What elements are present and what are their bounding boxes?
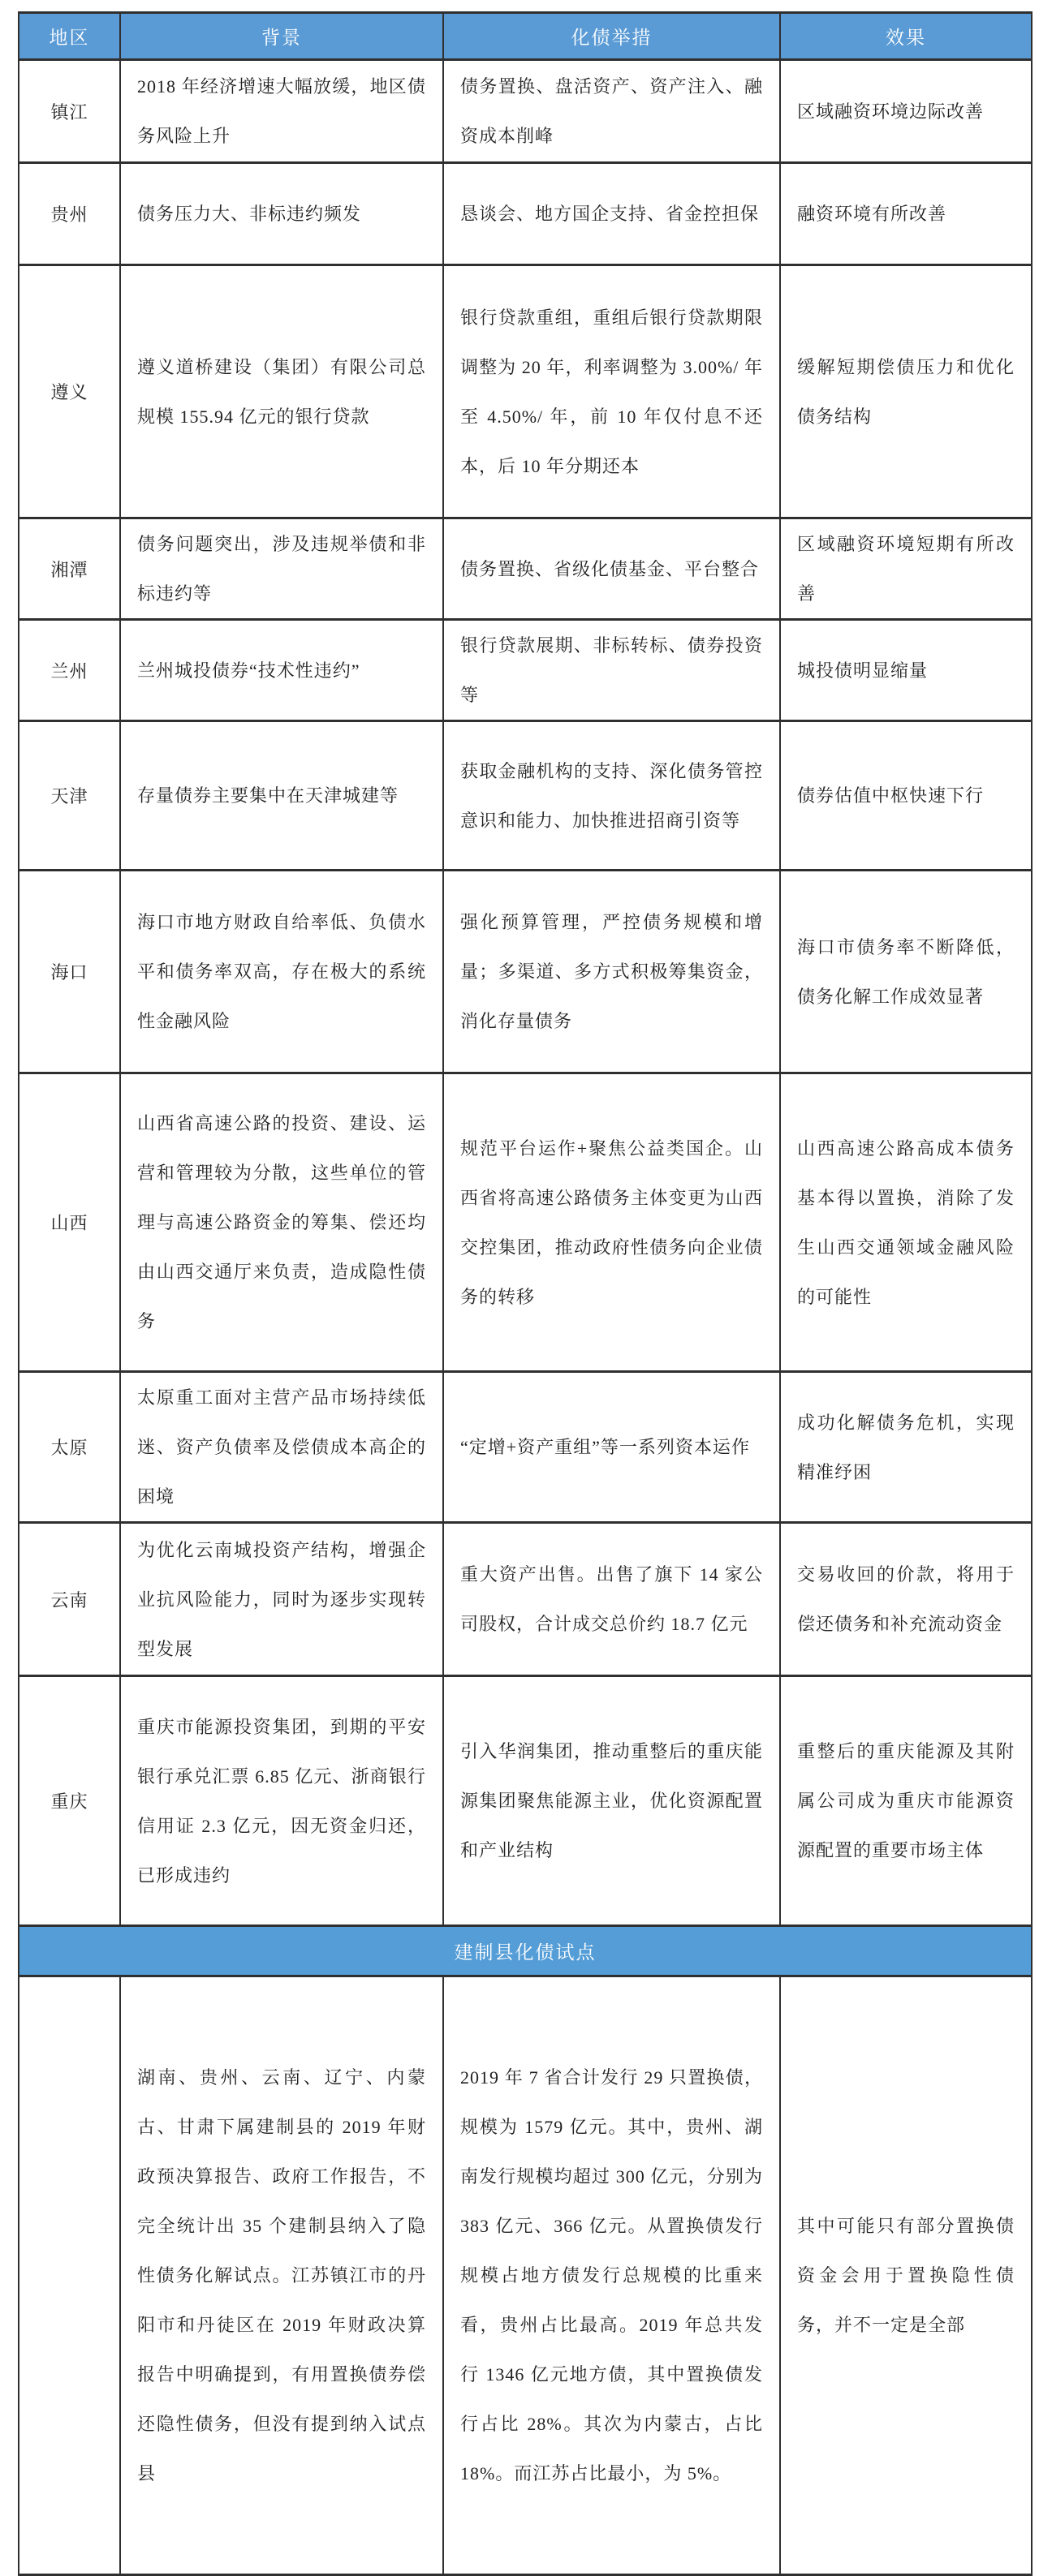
cell-background: 债务问题突出，涉及违规举债和非标违约等 [120, 518, 443, 620]
cell-effect: 交易收回的价款，将用于偿还债务和补充流动资金 [780, 1523, 1032, 1676]
table-row [19, 163, 1032, 265]
cell-effect: 区域融资环境边际改善 [780, 60, 1032, 163]
table-row [19, 60, 1032, 163]
table-row [19, 1976, 1032, 2575]
cell-region: 山西 [19, 1073, 120, 1372]
table-row [19, 871, 1032, 1073]
table-row [19, 1372, 1032, 1523]
cell-measures: 银行贷款展期、非标转标、债券投资等 [443, 620, 780, 721]
cell-background: 海口市地方财政自给率低、负债水平和债务率双高，存在极大的系统性金融风险 [120, 871, 443, 1073]
cell-region: 贵州 [19, 163, 120, 265]
cell-background: 存量债券主要集中在天津城建等 [120, 721, 443, 871]
cell-measures: 债务置换、省级化债基金、平台整合 [443, 518, 780, 620]
table-row [19, 518, 1032, 620]
cell-measures: 获取金融机构的支持、深化债务管控意识和能力、加快推进招商引资等 [443, 721, 780, 871]
table-row [19, 721, 1032, 871]
cell-measures: 强化预算管理，严控债务规模和增量；多渠道、多方式积极筹集资金，消化存量债务 [443, 871, 780, 1073]
table-header-row [19, 13, 1032, 60]
table-row [19, 1073, 1032, 1372]
header-background: 背景 [120, 13, 443, 60]
cell-region: 湘潭 [19, 518, 120, 620]
cell-background: 太原重工面对主营产品市场持续低迷、资产负债率及偿债成本高企的困境 [120, 1372, 443, 1523]
table-row [19, 1676, 1032, 1926]
cell-measures: 规范平台运作+聚焦公益类国企。山西省将高速公路债务主体变更为山西交控集团，推动政府性债务向企业债务的转移 [443, 1073, 780, 1372]
cell-background: 为优化云南城投资产结构，增强企业抗风险能力，同时为逐步实现转型发展 [120, 1523, 443, 1676]
cell-region: 兰州 [19, 620, 120, 721]
cell-region: 天津 [19, 721, 120, 871]
cell-effect: 山西高速公路高成本债务基本得以置换，消除了发生山西交通领域金融风险的可能性 [780, 1073, 1032, 1372]
cell-region: 云南 [19, 1523, 120, 1676]
header-region: 地区 [19, 13, 120, 60]
cell-effect: 城投债明显缩量 [780, 620, 1032, 721]
cell-effect: 海口市债务率不断降低，债务化解工作成效显著 [780, 871, 1032, 1073]
cell-region: 重庆 [19, 1676, 120, 1926]
table-row [19, 620, 1032, 721]
cell-background: 重庆市能源投资集团，到期的平安银行承兑汇票 6.85 亿元、浙商银行信用证 2.3 亿元，因无资金归还，已形成违约 [120, 1676, 443, 1926]
cell-measures: 引入华润集团，推动重整后的重庆能源集团聚焦能源主业，优化资源配置和产业结构 [443, 1676, 780, 1926]
cell-region: 海口 [19, 871, 120, 1073]
table-row [19, 1523, 1032, 1676]
cell-effect: 成功化解债务危机，实现精准纾困 [780, 1372, 1032, 1523]
cell-measures: 恳谈会、地方国企支持、省金控担保 [443, 163, 780, 265]
cell-effect: 缓解短期偿债压力和优化债务结构 [780, 265, 1032, 518]
cell-effect: 区域融资环境短期有所改善 [780, 518, 1032, 620]
debt-resolution-table [18, 11, 1033, 2576]
cell-background: 兰州城投债券“技术性违约” [120, 620, 443, 721]
cell-measures: 重大资产出售。出售了旗下 14 家公司股权，合计成交总价约 18.7 亿元 [443, 1523, 780, 1676]
header-effect: 效果 [780, 13, 1032, 60]
cell-measures: 2019 年 7 省合计发行 29 只置换债，规模为 1579 亿元。其中，贵州、湖南发行规模均超过 300 亿元，分别为 383 亿元、366 亿元。从置换债发行规模占地方债发行总规模的比重来看，贵州占比最高。2019 年总共发行 1346 亿元地方债，其中置换债发行占比 28%。其次为内蒙古，占比 18%。而江苏占比最小，为 5%。 [443, 1976, 780, 2575]
cell-region [19, 1976, 120, 2575]
cell-effect: 融资环境有所改善 [780, 163, 1032, 265]
cell-background: 湖南、贵州、云南、辽宁、内蒙古、甘肃下属建制县的 2019 年财政预决算报告、政府工作报告，不完全统计出 35 个建制县纳入了隐性债务化解试点。江苏镇江市的丹阳市和丹徒区在 2019 年财政决算报告中明确提到，有用置换债券偿还隐性债务，但没有提到纳入试点县 [120, 1976, 443, 2575]
cell-background: 债务压力大、非标违约频发 [120, 163, 443, 265]
cell-effect: 债券估值中枢快速下行 [780, 721, 1032, 871]
cell-region: 太原 [19, 1372, 120, 1523]
section-banner: 建制县化债试点 [19, 1926, 1032, 1976]
cell-measures: 债务置换、盘活资产、资产注入、融资成本削峰 [443, 60, 780, 163]
cell-region: 遵义 [19, 265, 120, 518]
header-measures: 化债举措 [443, 13, 780, 60]
cell-background: 遵义道桥建设（集团）有限公司总规模 155.94 亿元的银行贷款 [120, 265, 443, 518]
cell-background: 山西省高速公路的投资、建设、运营和管理较为分散，这些单位的管理与高速公路资金的筹集、偿还均由山西交通厅来负责，造成隐性债务 [120, 1073, 443, 1372]
cell-measures: “定增+资产重组”等一系列资本运作 [443, 1372, 780, 1523]
cell-effect: 其中可能只有部分置换债资金会用于置换隐性债务，并不一定是全部 [780, 1976, 1032, 2575]
cell-measures: 银行贷款重组，重组后银行贷款期限调整为 20 年，利率调整为 3.00%/ 年至 4.50%/ 年，前 10 年仅付息不还本，后 10 年分期还本 [443, 265, 780, 518]
table-row [19, 265, 1032, 518]
cell-region: 镇江 [19, 60, 120, 163]
cell-effect: 重整后的重庆能源及其附属公司成为重庆市能源资源配置的重要市场主体 [780, 1676, 1032, 1926]
section-banner-row [19, 1926, 1032, 1976]
cell-background: 2018 年经济增速大幅放缓，地区债务风险上升 [120, 60, 443, 163]
